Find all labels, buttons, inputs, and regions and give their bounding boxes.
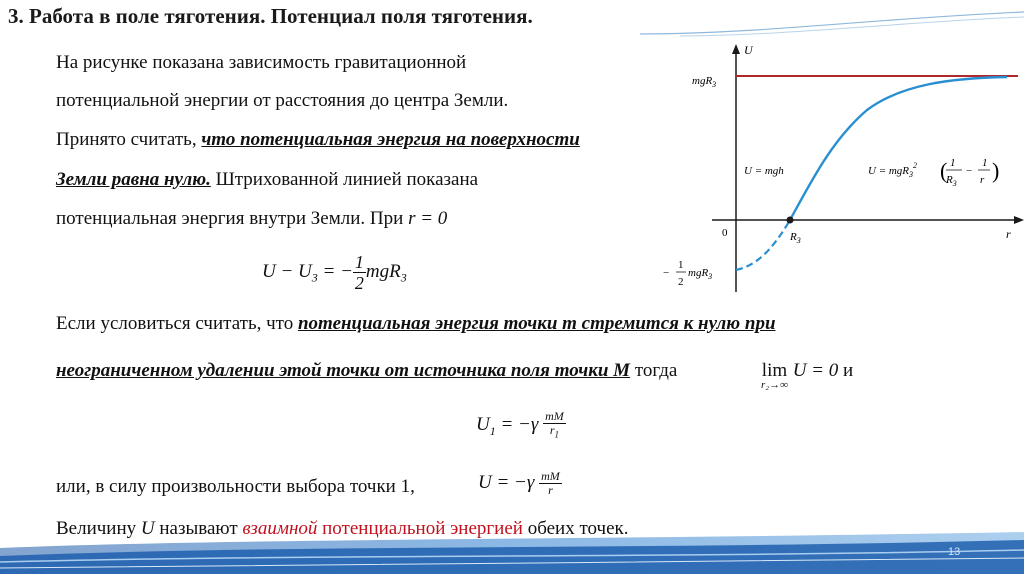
svg-text:): ) bbox=[992, 158, 1000, 183]
emphasized-text: потенциальная энергия точки m стремится к нулю при bbox=[297, 313, 776, 334]
footer-wave-decoration bbox=[0, 528, 1024, 574]
svg-text:1: 1 bbox=[950, 157, 956, 169]
r3-label: $R_3$ bbox=[790, 231, 801, 245]
x-axis-arrow bbox=[1014, 216, 1024, 224]
svg-text:1: 1 bbox=[678, 259, 684, 271]
text-plain: Если условиться считать, что bbox=[56, 313, 298, 334]
x-axis-label: r bbox=[1006, 227, 1011, 241]
text-line: потенциальной энергии от расстояния до центра Земли. bbox=[56, 90, 509, 111]
text-line bbox=[56, 313, 776, 335]
svg-text:2: 2 bbox=[678, 276, 684, 288]
emphasized-text: неограниченном удалении этой точки от источника поля точки M bbox=[56, 360, 631, 381]
svg-text:r: r bbox=[980, 174, 985, 186]
limit-expression: lim r₂→∞ U = 0 и bbox=[761, 360, 854, 391]
svg-text:−: − bbox=[966, 165, 973, 177]
text-plain: Штрихованной линией показана bbox=[210, 169, 479, 190]
outside-formula-label bbox=[868, 157, 999, 188]
text-line: Величину U называют взаимной потенциальной энергией обеих точек. bbox=[56, 518, 629, 539]
fraction: $\frac{1}{2}$ bbox=[354, 252, 364, 293]
text-plain: Принято считать, bbox=[56, 129, 202, 150]
svg-text:mgR3: mgR$_3$ bbox=[688, 267, 713, 281]
svg-text:−: − bbox=[663, 267, 670, 279]
outside-earth-curve bbox=[790, 77, 1007, 220]
svg-text:(: ( bbox=[940, 158, 948, 183]
y-axis-label: U bbox=[744, 43, 753, 57]
text-plain: тогда bbox=[630, 360, 678, 381]
text-plain: потенциальная энергия внутри Земли. При bbox=[56, 208, 409, 229]
text-line bbox=[56, 360, 677, 382]
formula-potential-energy-u1: $U_1 = -\gamma$ $\frac{mM}{r_1}$ bbox=[476, 409, 564, 440]
origin-label: 0 bbox=[722, 227, 728, 239]
text-line: На рисунке показана зависимость гравитационной bbox=[56, 52, 467, 73]
emphasized-text: Земли равна нулю. bbox=[56, 169, 211, 190]
page-number: 13 bbox=[948, 546, 961, 558]
inside-formula-label: U = mgh bbox=[744, 165, 784, 177]
r3-point bbox=[787, 217, 794, 224]
mgr3-label: mgR$_3$ bbox=[692, 75, 717, 89]
svg-text:1: 1 bbox=[982, 157, 988, 169]
fraction: $\frac{mM}{r_1}$ bbox=[545, 409, 564, 440]
fraction: $\frac{mM}{r}$ bbox=[541, 469, 560, 497]
text-line bbox=[56, 169, 478, 191]
text-line bbox=[56, 208, 447, 230]
emphasized-text: что потенциальная энергия на поверхности bbox=[201, 129, 580, 150]
inside-earth-dashed-curve bbox=[736, 220, 790, 270]
formula-potential-at-center: $U - U_3$ = − $\frac{1}{2}$ mgR$_3$ bbox=[262, 252, 407, 293]
text-line: или, в силу произвольности выбора точки 1, bbox=[56, 476, 415, 497]
neg-half-mgr3-label bbox=[663, 259, 712, 288]
text-line bbox=[56, 129, 580, 151]
svg-text:U = mgR32: U = mgR$_3^2$ bbox=[868, 161, 918, 179]
slide-title: 3. Работа в поле тяготения. Потенциал поля тяготения. bbox=[8, 4, 533, 28]
formula-potential-energy-u: U = −γ $\frac{mM}{r}$ bbox=[478, 469, 560, 497]
potential-energy-graph bbox=[662, 40, 1024, 298]
math-inline: r = 0 bbox=[408, 208, 448, 229]
svg-text:R3: $R_3$ bbox=[946, 174, 957, 188]
decorative-top-wave bbox=[640, 8, 1024, 38]
y-axis-arrow bbox=[732, 44, 740, 54]
